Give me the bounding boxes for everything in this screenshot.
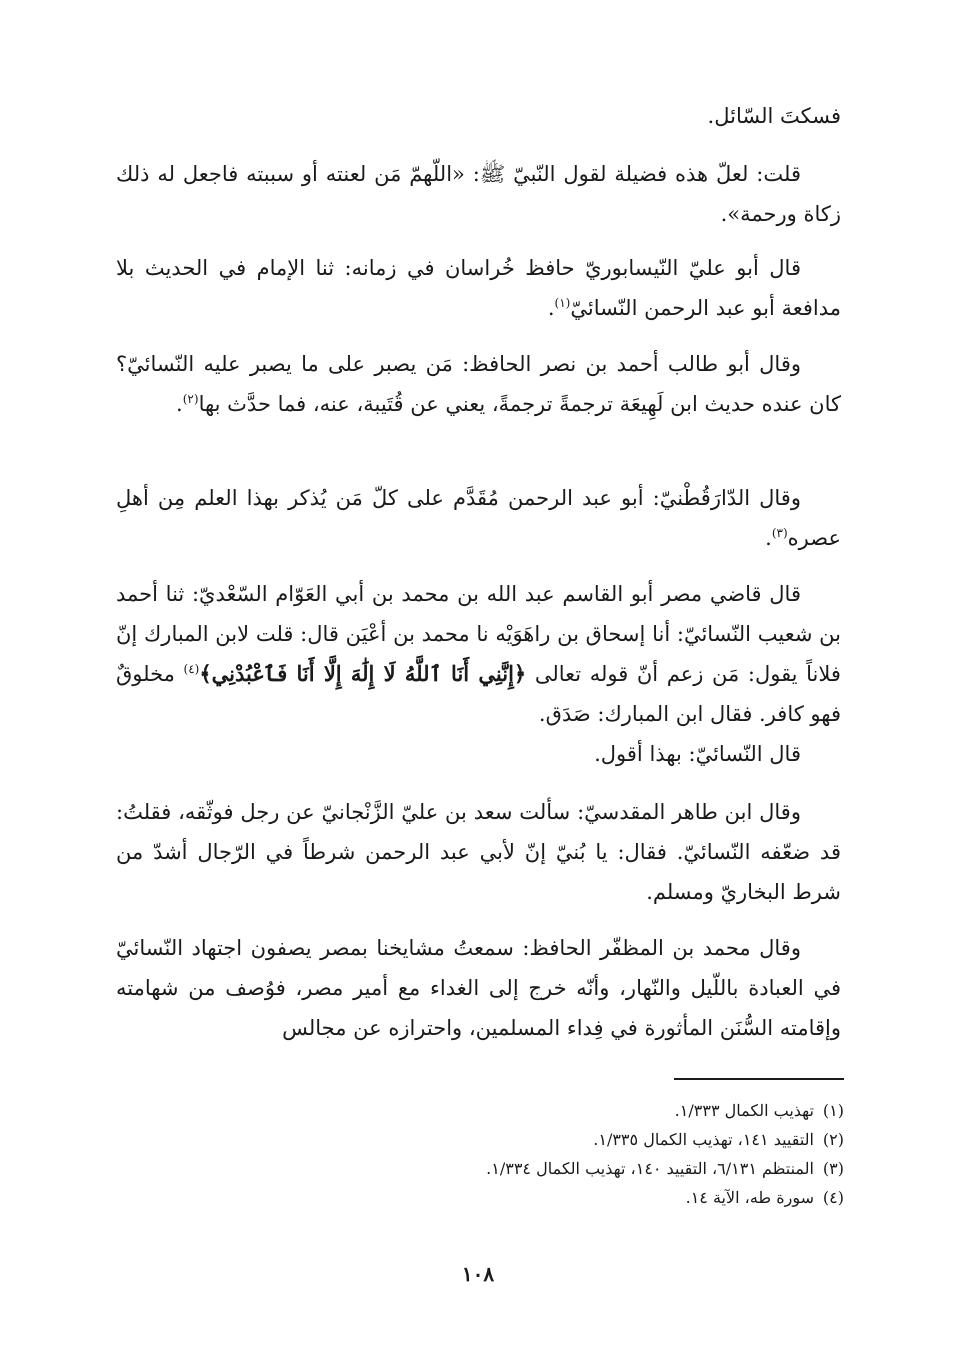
- paragraph-naysaburi: [116, 248, 841, 328]
- period: .: [176, 392, 183, 416]
- paragraph-ibn-tahir: [116, 792, 841, 912]
- paragraph-text: قال أبو عليّ النّيسابوريّ حافظ خُراسان في زمانه: ثنا الإمام في الحديث بلا مدافعة أبو عبد الرحمن النّسائيّ: [116, 256, 841, 320]
- footnote-number: (٣): [822, 1159, 844, 1178]
- paragraph-comment: [116, 154, 841, 234]
- paragraph-text: وقال الدّارَقُطْنيّ: أبو عبد الرحمن مُقَدَّم على كلّ مَن يُذكر بهذا العلم مِن أهلِ عصره: [116, 486, 841, 550]
- paragraph-text: وقال محمد بن المظفّر الحافظ: سمعتُ مشايخنا بمصر يصفون اجتهاد النّسائيّ في العبادة باللّيل والنّهار، وأنّه خرج إلى الغداء مع أمير مصر، فوُصف من شهامته وإقامته السُّنَن المأثورة في فِداء المسلمين، واحترازه عن مجالس: [116, 936, 841, 1040]
- footnote-ref-3[interactable]: (٣): [771, 526, 788, 540]
- footnote-4: [114, 1183, 844, 1212]
- page-number: ١٠٨: [461, 1262, 495, 1286]
- footnote-2: [114, 1125, 844, 1154]
- paragraph-text: وقال ابن طاهر المقدسيّ: سألت سعد بن عليّ الزَّنْجانيّ عن رجل فوثّقه، فقلتُ: قد ضعّفه النّسائيّ. فقال: يا بُنيّ إنّ لأبي عبد الرحمن شرطاً في الرّجال أشدّ من شرط البخاريّ ومسلم.: [116, 800, 841, 904]
- paragraph-abu-talib: [116, 344, 841, 424]
- paragraph-nasai-says: [116, 734, 841, 774]
- paragraph-qadi-misr: [116, 574, 841, 734]
- paragraph-text: قال قاضي مصر أبو القاسم عبد الله بن محمد بن أبي العَوّام السّعْديّ: ثنا أحمد بن شعيب النّسائيّ: أنا إسحاق بن راهَوَيْه نا محمد بن أعْيَن قال: قلت لابن المبارك إنّ فلاناً يقول: مَن زعم أنّ قوله تعالى: [116, 582, 841, 686]
- footnotes-section: [114, 1096, 844, 1212]
- footnote-number: (١): [822, 1101, 844, 1120]
- footnote-text: سورة طه، الآية ١٤.: [685, 1188, 814, 1207]
- period: .: [765, 526, 772, 550]
- quran-verse: ﴿إِنَّنِي أَنَا ٱللَّهُ لَا إِلَٰهَ إِلَّا أَنَا فَٱعْبُدْنِي﴾: [199, 661, 527, 686]
- footnote-ref-2[interactable]: (٢): [182, 392, 199, 406]
- footnote-divider: [674, 1078, 844, 1080]
- paragraph-text: قلت: لعلّ هذه فضيلة لقول النّبيّ ﷺ: «اللّهمّ مَن لعنته أو سببته فاجعل له ذلك زكاة ورحمة».: [116, 162, 841, 226]
- footnote-number: (٢): [822, 1130, 844, 1149]
- paragraph-text: فسكتَ السّائل.: [707, 104, 841, 128]
- footnote-ref-4[interactable]: (٤): [183, 662, 200, 676]
- paragraph-text: قال النّسائيّ: بهذا أقول.: [594, 742, 801, 766]
- footnote-1: [114, 1096, 844, 1125]
- footnote-text: التقييد ١٤١، تهذيب الكمال ١/٣٣٥.: [593, 1130, 814, 1149]
- footnote-text: المنتظم ٦/١٣١، التقييد ١٤٠، تهذيب الكمال ١/٣٣٤.: [486, 1159, 814, 1178]
- footnote-text: تهذيب الكمال ١/٣٣٣.: [674, 1101, 814, 1120]
- period: .: [547, 296, 555, 320]
- paragraph-daraqutni: [116, 478, 841, 558]
- paragraph-text: وقال أبو طالب أحمد بن نصر الحافظ: مَن يصبر على ما يصبر عليه النّسائيّ؟ كان عنده حديث ابن لَهِيعَة ترجمةً ترجمةً، يعني عن قُتَيبة، عنه، فما حدَّث بها: [116, 352, 841, 416]
- paragraph-silence: [116, 96, 841, 136]
- footnote-number: (٤): [822, 1188, 844, 1207]
- footnote-ref-1[interactable]: (١): [554, 296, 571, 310]
- paragraph-text: مخلوقٌ فهو كافر. فقال ابن المبارك: صَدَق.: [116, 662, 841, 726]
- footnote-3: [114, 1154, 844, 1183]
- paragraph-ibn-muzaffar: [116, 928, 841, 1048]
